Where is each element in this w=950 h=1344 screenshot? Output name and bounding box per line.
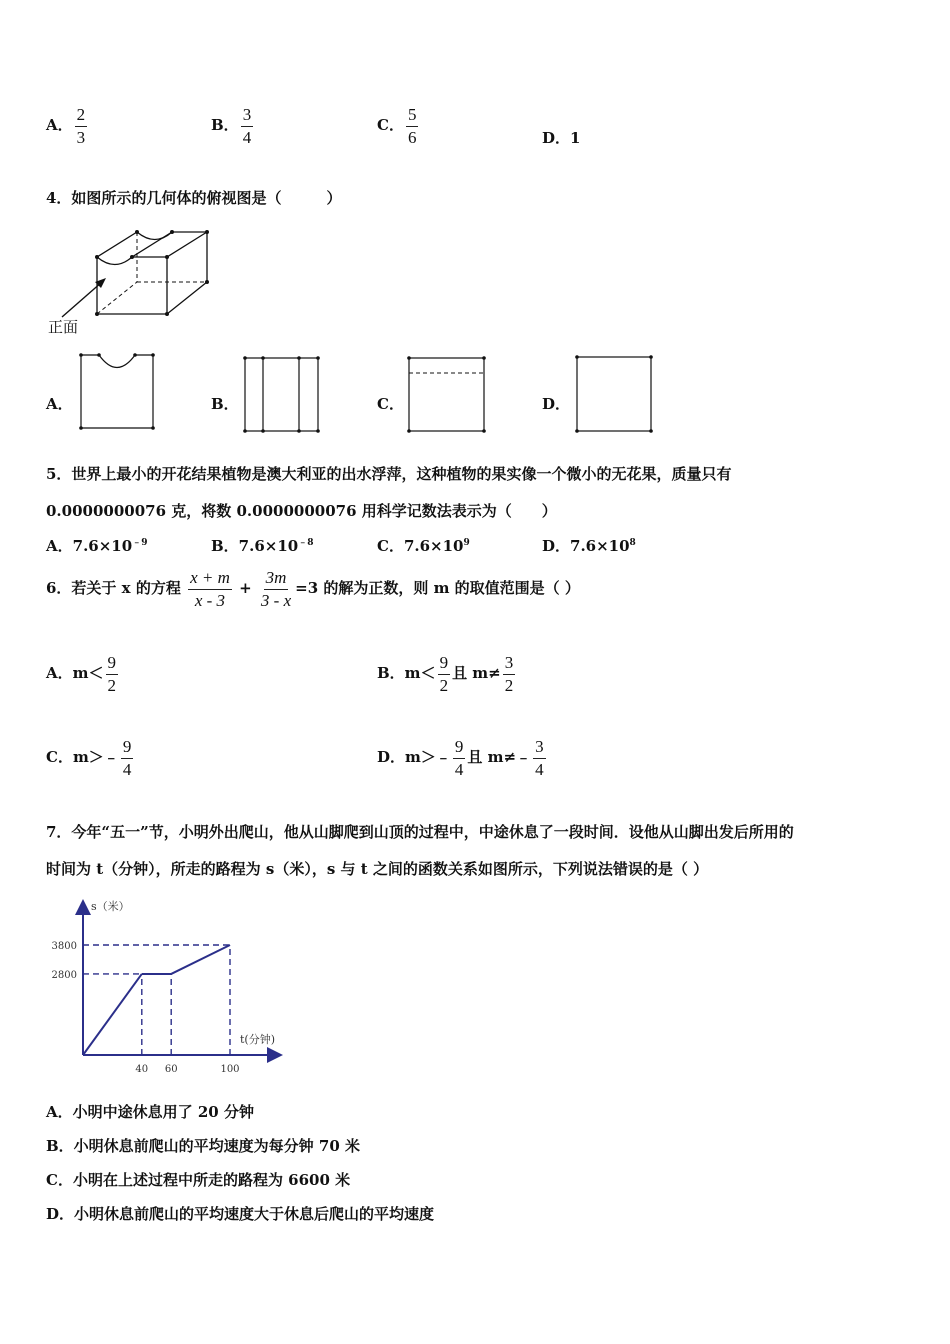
q5-stem-line2: 0.0000000076 克，将数 0.0000000076 用科学记数法表示为（ ）: [46, 502, 557, 520]
q7-stem-line1: 7．今年“五一”节，小明外出爬山，他从山脚爬到山顶的过程中，中途休息了一段时间．设他从山脚出发后所用的: [46, 823, 794, 841]
q6-option-c: C．m＞﹣ $\frac{9}{4}$: [46, 737, 132, 779]
q5-stem-line1: 5．世界上最小的开花结果植物是澳大利亚的出水浮萍，这种植物的果实像一个微小的无花果，质量只有: [46, 465, 732, 483]
fraction: $\frac{3}{4}$: [242, 105, 252, 147]
q7-option-b: B．小明休息前爬山的平均速度为每分钟 70 米: [46, 1137, 360, 1155]
q4-option-d-figure: [574, 354, 656, 434]
q6-option-d: D．m＞﹣ $\frac{9}{4}$ 且 m≠﹣ $\frac{3}{4}$: [377, 737, 544, 779]
q6-stem: 6．若关于 x 的方程 $\frac{x + m}{x - 3}$ + $\frac{3m}{3 - x}$ =3 的解为正数，则 m 的取值范围是（ ）: [46, 568, 580, 610]
series-segment: [171, 945, 230, 974]
x-tick-label: 100: [220, 1064, 240, 1075]
q5-option-c: C．$7.6\times 10^9$: [377, 537, 470, 555]
fraction: $\frac{3m}{3 - x}$: [260, 568, 292, 610]
fraction: $\frac{3}{2}$: [504, 653, 514, 695]
q7-stem-line2: 时间为 t（分钟），所走的路程为 s（米），s 与 t 之间的函数关系如图所示，下列说法错误的是（ ）: [46, 860, 709, 878]
q3-option-d: D．1: [542, 129, 581, 147]
q6-option-b: B．m＜ $\frac{9}{2}$ 且 m≠ $\frac{3}{2}$: [377, 653, 514, 695]
fraction: $\frac{5}{6}$: [407, 105, 417, 147]
fraction: $\frac{9}{4}$: [454, 737, 464, 779]
q5-option-b: B．$7.6\times 10^{﹣8}$: [211, 537, 314, 555]
y-tick-label: 3800: [51, 941, 77, 952]
q3-option-c: C． $\frac{5}{6}$: [377, 105, 417, 147]
front-label: 正面: [48, 318, 79, 336]
x-tick-label: 40: [135, 1064, 149, 1075]
q4-option-c-figure: [406, 355, 488, 435]
y-tick-label: 2800: [51, 969, 77, 981]
series-segment: [83, 974, 142, 1055]
x-tick-label: 60: [164, 1064, 178, 1075]
x-axis-label: t(分钟): [240, 1033, 276, 1046]
q3-option-a: A． $\frac{2}{3}$: [46, 105, 86, 147]
fraction: $\frac{x + m}{x - 3}$: [190, 568, 230, 610]
q3-option-b: B． $\frac{3}{4}$: [211, 105, 252, 147]
q4-option-b-label: B．: [211, 395, 239, 413]
fraction: $\frac{9}{2}$: [107, 653, 117, 695]
q4-option-a-figure: [78, 352, 158, 432]
q5-option-a: A．$7.6\times 10^{﹣9}$: [46, 537, 148, 555]
fraction: $\frac{3}{4}$: [535, 737, 544, 779]
y-axis-label: s（米）: [91, 900, 130, 913]
q4-option-c-label: C．: [377, 395, 404, 413]
q4-option-b-figure: [242, 355, 322, 435]
q6-option-a: A．m＜ $\frac{9}{2}$: [46, 653, 117, 695]
q4-stem: 4．如图所示的几何体的俯视图是（ ）: [46, 189, 342, 207]
fraction: $\frac{2}{3}$: [76, 105, 86, 147]
q7-distance-time-chart: [40, 895, 290, 1085]
q4-option-d-label: D．: [542, 395, 571, 413]
fraction: $\frac{9}{4}$: [122, 737, 132, 779]
q5-option-d: D．$7.6\times 10^8$: [542, 537, 636, 555]
q7-option-c: C．小明在上述过程中所走的路程为 6600 米: [46, 1171, 351, 1189]
fraction: $\frac{9}{2}$: [439, 653, 449, 695]
q7-option-d: D．小明休息前爬山的平均速度大于休息后爬山的平均速度: [46, 1205, 435, 1223]
q4-option-a-label: A．: [46, 395, 73, 413]
q7-option-a: A．小明中途休息用了 20 分钟: [46, 1103, 254, 1121]
